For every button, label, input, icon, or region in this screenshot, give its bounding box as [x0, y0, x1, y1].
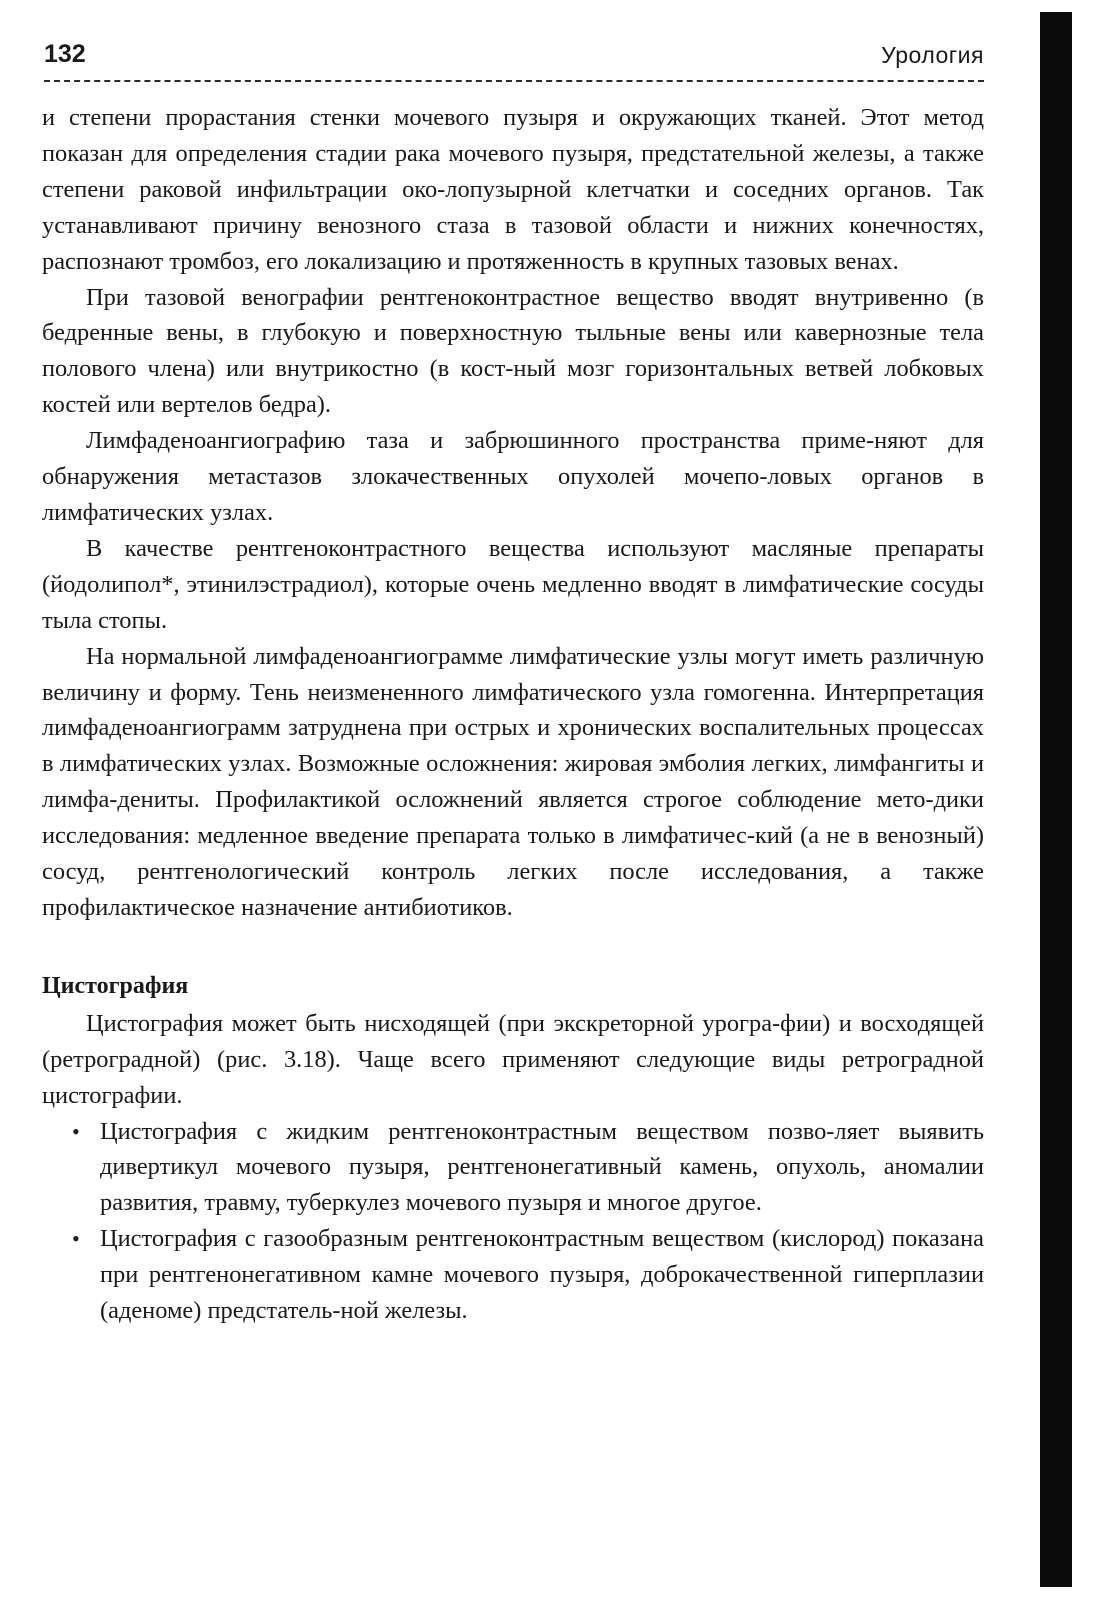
section-title: Урология	[881, 42, 984, 68]
paragraph: На нормальной лимфаденоангиограмме лимфатические узлы могут иметь различную величину и форму. Тень неизмененного лимфатического узла гомогенна. Интерпретация лимфаденоангиограмм затруднена при острых и хронических воспалительных процессах в лимфатических узлах. Возможные осложнения: жировая эмболия легких, лимфангиты и лимфа-дениты. Профилактикой осложнений является строгое соблюдение мето-дики исследования: медленное введение препарата только в лимфатичес-кий (а не в венозный) сосуд, рентгенологический контроль легких после исследования, а также профилактическое назначение антибиотиков.	[42, 642, 984, 921]
paragraph: Цистография может быть нисходящей (при экскреторной урогра-фии) и восходящей (ретроградной) (рис. 3.18). Чаще всего применяют следующие виды ретроградной цистографии.	[42, 1009, 984, 1109]
running-header	[44, 36, 984, 82]
paragraph: При тазовой венографии рентгеноконтрастное вещество вводят внутривенно (в бедренные вены, в глубокую и поверхностную тыльные вены или кавернозные тела полового члена) или внутрикостно (в кост-ный мозг горизонтальных ветвей лобковых костей или вертелов бедра).	[42, 283, 984, 419]
page-number: 132	[44, 40, 86, 68]
paragraph: Лимфаденоангиографию таза и забрюшинного пространства приме-няют для обнаружения метастазов злокачественных опухолей мочепо-ловых органов в лимфатических узлах.	[42, 427, 984, 526]
paragraph: В качестве рентгеноконтрастного вещества используют масляные препараты (йодолипол*, этинилэстрадиол), которые очень медленно вводят в лимфатические сосуды тыла стопы.	[42, 534, 984, 634]
bullet-list-item	[42, 1221, 984, 1329]
bullet-list	[42, 1114, 984, 1329]
bullet-icon: •	[72, 1118, 80, 1144]
bullet-text: Цистография с газообразным рентгеноконтрастным веществом (кислород) показана при рентгенонегативном камне мочевого пузыря, доброкачественной гиперплазии (аденоме) предстатель-ной железы.	[100, 1225, 984, 1325]
scan-edge-shadow	[1040, 12, 1072, 1587]
body-text	[42, 100, 984, 1329]
bullet-icon: •	[72, 1226, 80, 1252]
subsection-heading: Цистография	[42, 972, 189, 999]
bullet-text: Цистография с жидким рентгеноконтрастным веществом позво-ляет выявить дивертикул мочевого пузыря, рентгенонегативный камень, опухоль, аномалии развития, травму, туберкулез мочевого пузыря и многое другое.	[100, 1117, 984, 1217]
bullet-list-item	[42, 1114, 984, 1222]
paragraph: и степени прорастания стенки мочевого пузыря и окружающих тканей. Этот метод показан для определения стадии рака мочевого пузыря, предстательной железы, а также степени раковой инфильтрации око-лопузырной клетчатки и соседних органов. Так устанавливают причину венозного стаза в тазовой области и нижних конечностях, распознают тромбоз, его локализацию и протяженность в крупных тазовых венах.	[42, 104, 984, 275]
